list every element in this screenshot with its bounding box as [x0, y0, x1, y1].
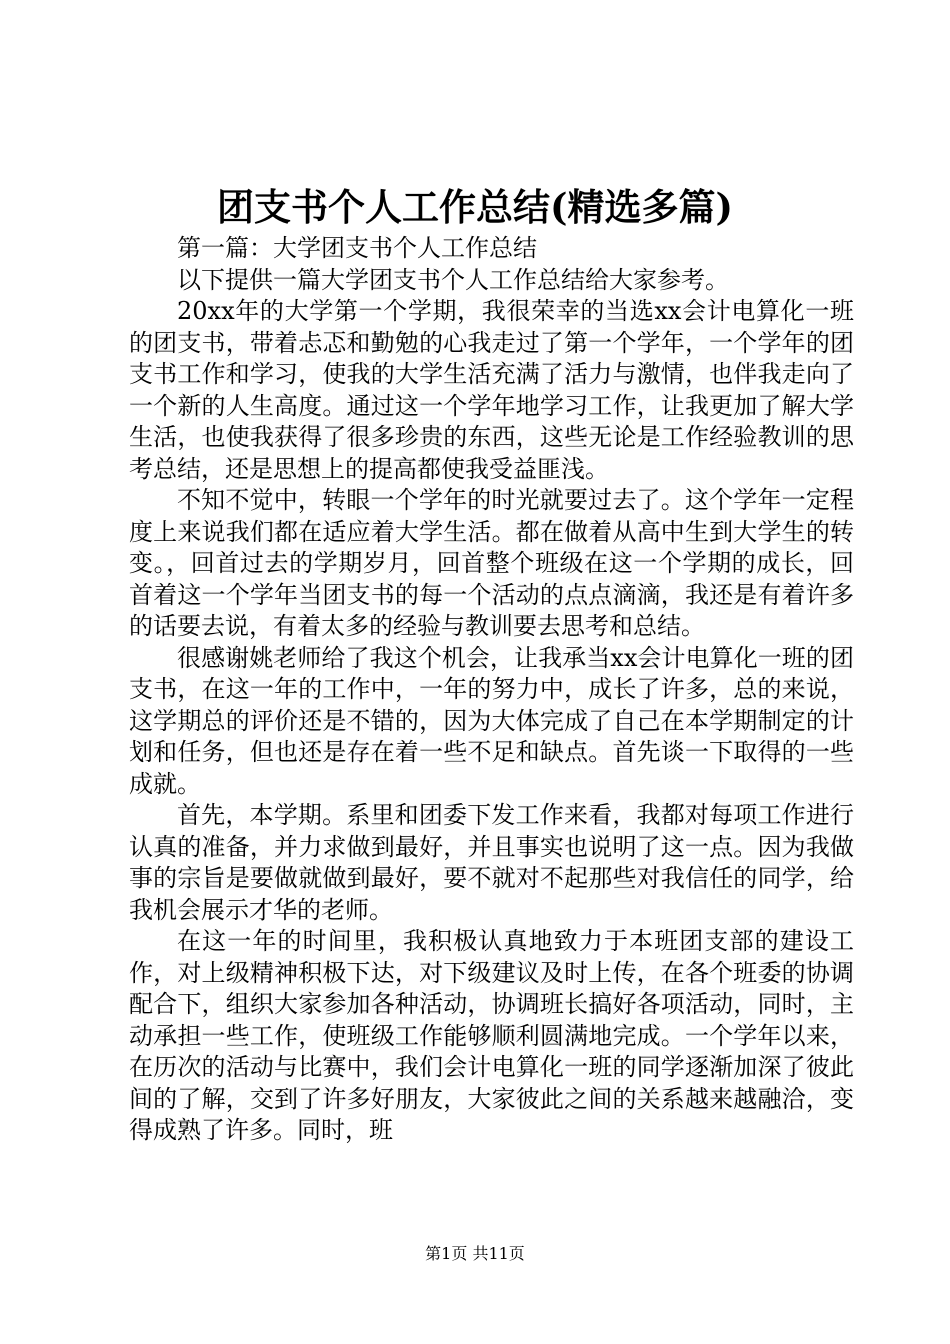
document-title: 团支书个人工作总结(精选多篇) [216, 185, 733, 229]
paragraph: 不知不觉中，转眼一个学年的时光就要过去了。这个学年一定程度上来说我们都在适应着大学生活。都在做着从高中生到大学生的转变。，回首过去的学期岁月，回首整个班级在这一个学期的成长，回首着这一个学年当团支书的每一个活动的点点滴滴，我还是有着许多的话要去说，有着太多的经验与教训要去思考和总结。 [129, 486, 854, 640]
paragraph: 很感谢姚老师给了我这个机会，让我承当xx会计电算化一班的团支书，在这一年的工作中，一年的努力中，成长了许多，总的来说，这学期总的评价还是不错的，因为大体完成了自己在本学期制定的计划和任务，但也还是存在着一些不足和缺点。首先谈一下取得的一些成就。 [129, 643, 854, 798]
paragraph-heading: 第一篇：大学团支书个人工作总结 [177, 234, 537, 262]
paragraph: 在这一年的时间里，我积极认真地致力于本班团支部的建设工作，对上级精神积极下达，对下级建议及时上传，在各个班委的协调配合下，组织大家参加各种活动，协调班长搞好各项活动，同时，主动承担一些工作，使班级工作能够顺利圆满地完成。一个学年以来，在历次的活动与比赛中，我们会计电算化一班的同学逐渐加深了彼此间的了解，交到了许多好朋友，大家彼此之间的关系越来越融洽，变得成熟了许多。同时，班 [129, 927, 854, 1144]
paragraph: 首先，本学期。系里和团委下发工作来看，我都对每项工作进行认真的准备，并力求做到最好，并且事实也说明了这一点。因为我做事的宗旨是要做就做到最好，要不就对不起那些对我信任的同学，给我机会展示才华的老师。 [129, 801, 854, 924]
paragraph: 20xx年的大学第一个学期，我很荣幸的当选xx会计电算化一班的团支书，带着忐忑和勤勉的心我走过了第一个学年，一个学年的团支书工作和学习，使我的大学生活充满了活力与激情，也伴我走向了一个新的人生高度。通过这一个学年地学习工作，让我更加了解大学生活，也使我获得了很多珍贵的东西，这些无论是工作经验教训的思考总结，还是思想上的提高都使我受益匪浅。 [129, 297, 854, 483]
paragraph-intro: 以下提供一篇大学团支书个人工作总结给大家参考。 [177, 265, 729, 294]
page-footer: 第1页 共11页 [425, 1244, 525, 1263]
document-body [129, 233, 854, 1147]
